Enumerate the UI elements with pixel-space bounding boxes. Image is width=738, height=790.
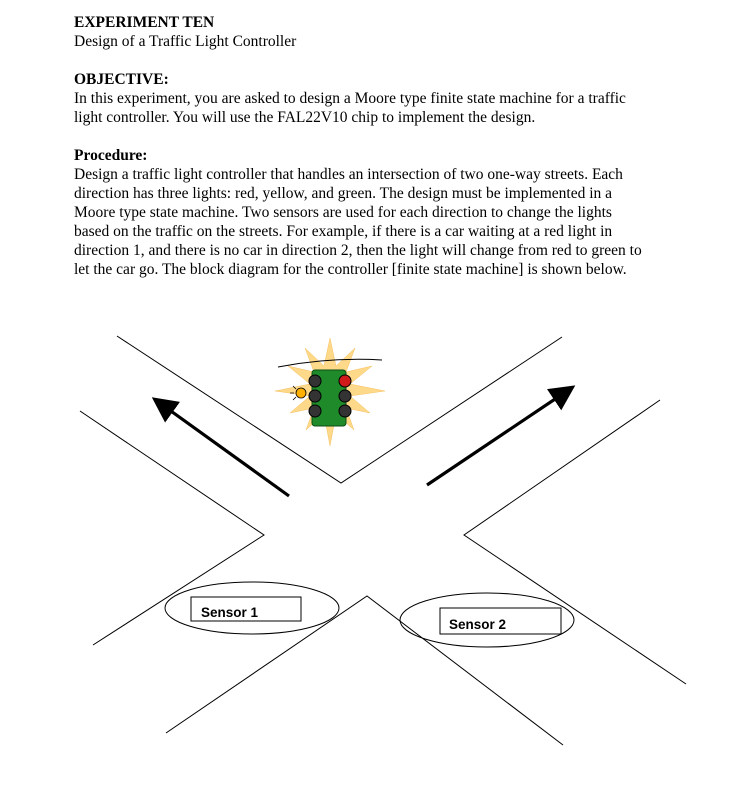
yellow-lamp — [296, 388, 306, 398]
document-text — [74, 13, 694, 279]
procedure-line: direction 1, and there is no car in direction 2, then the light will change from red to green to — [74, 242, 642, 259]
direction-2-arrow — [427, 389, 570, 485]
right-signal-lamp — [339, 390, 351, 402]
objective-line: light controller. You will use the FAL22V10 chip to implement the design. — [74, 109, 536, 126]
road-edge-right — [464, 400, 686, 684]
direction-1-arrow — [157, 401, 289, 496]
red-lamp — [339, 375, 351, 387]
procedure-line: based on the traffic on the streets. For example, if there is a car waiting at a red light in — [74, 223, 613, 240]
sensor-1 — [165, 582, 339, 634]
procedure-line: Moore type state machine. Two sensors are used for each direction to change the lights — [74, 204, 612, 221]
experiment-subtitle: Design of a Traffic Light Controller — [74, 33, 297, 50]
procedure-heading: Procedure: — [74, 147, 148, 164]
procedure-line: let the car go. The block diagram for the controller [finite state machine] is shown below. — [74, 261, 627, 278]
sensor-1-label: Sensor 1 — [201, 605, 259, 620]
procedure-line: Design a traffic light controller that handles an intersection of two one-way streets. Each — [74, 166, 623, 183]
left-signal-lamp — [309, 405, 321, 417]
intersection-diagram — [0, 300, 738, 790]
right-signal-lamp — [339, 405, 351, 417]
procedure-line: direction has three lights: red, yellow, and green. The design must be implemented in a — [74, 185, 613, 202]
sensor-2 — [400, 593, 574, 647]
left-signal-lamp — [309, 375, 321, 387]
traffic-light-icon — [275, 338, 385, 446]
sensor-2-label: Sensor 2 — [449, 617, 507, 632]
road-edges — [80, 336, 686, 745]
objective-line: In this experiment, you are asked to design a Moore type finite state machine for a traffic — [74, 90, 626, 107]
left-signal-lamp — [309, 390, 321, 402]
objective-heading: OBJECTIVE: — [74, 71, 169, 88]
experiment-title: EXPERIMENT TEN — [74, 14, 215, 31]
